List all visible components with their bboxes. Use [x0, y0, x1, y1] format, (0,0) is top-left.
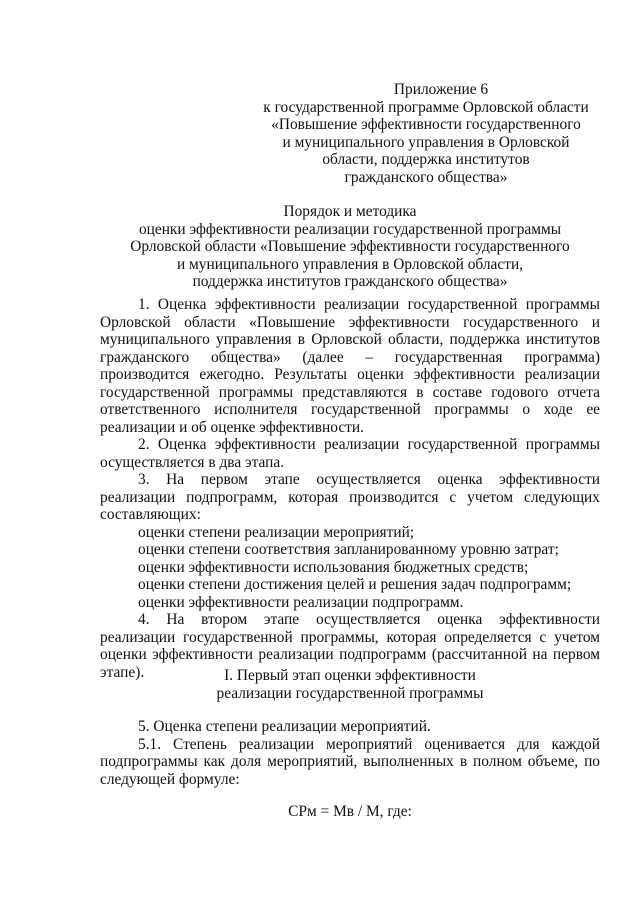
- list-item: оценки степени соответствия запланированному уровню затрат;: [138, 541, 559, 558]
- paragraph-3: 3. На первом этапе осуществляется оценка эффективности реализации подпрограмм, которая производится с учетом следующих составляющих:: [100, 471, 600, 523]
- appendix-line: области, поддержка институтов: [322, 151, 530, 168]
- list-item: оценки степени достижения целей и решения задач подпрограмм;: [138, 576, 572, 593]
- title-line: и муниципального управления в Орловской области,: [176, 255, 524, 273]
- appendix-line: и муниципального управления в Орловской: [282, 133, 570, 151]
- section-body: [100, 718, 600, 788]
- paragraph-5: 5. Оценка степени реализации мероприятий.: [138, 718, 431, 735]
- title-line: Орловской области «Повышение эффективности государственного: [130, 238, 570, 255]
- appendix-number: Приложение 6: [393, 81, 489, 98]
- title-line: оценки эффективности реализации государственной программы: [138, 220, 562, 238]
- document-title: [100, 203, 600, 291]
- list-item: оценки эффективности использования бюджетных средств;: [138, 558, 529, 576]
- appendix-line: «Повышение эффективности государственного: [271, 116, 581, 133]
- formula: СРм = Мв / М, где:: [288, 803, 412, 820]
- section-heading: [100, 667, 600, 702]
- section-heading-line: реализации государственной программы: [216, 684, 484, 702]
- paragraph-4: 4. На втором этапе осуществляется оценка эффективности реализации государственной программы, которая определяется с учетом оценки эффективности реализации подпрограмм (рассчитанной на первом этапе).: [100, 611, 600, 681]
- paragraph-1: 1. Оценка эффективности реализации государственной программы Орловской области «Повышение эффективности государственного и муниципального управления в Орловской области, поддержка институтов гражданского общества» (далее – государственная программа) производится ежегодно. Результаты оценки эффективности реализации государственной программы представляются в составе годового отчета ответственного исполнителя государственной программы о ходе ее реализации и об оценке эффективности.: [100, 296, 600, 436]
- title-line: Порядок и методика: [283, 203, 417, 220]
- paragraph-2: 2. Оценка эффективности реализации государственной программы осуществляется в два этапа.: [100, 436, 600, 471]
- body-text: [100, 296, 600, 681]
- list-item: оценки эффективности реализации подпрограмм.: [138, 593, 464, 611]
- section-heading-line: I. Первый этап оценки эффективности: [224, 667, 476, 684]
- list-item: оценки степени реализации мероприятий;: [138, 523, 415, 541]
- paragraph-5-1: 5.1. Степень реализации мероприятий оценивается для каждой подпрограммы как доля мероприятий, выполненных в полном объеме, по следующей формуле:: [100, 735, 600, 788]
- appendix-line: к государственной программе Орловской области: [263, 98, 589, 116]
- title-line: поддержка институтов гражданского общества»: [192, 273, 508, 290]
- appendix-header: [254, 81, 598, 186]
- appendix-line: гражданского общества»: [344, 168, 508, 186]
